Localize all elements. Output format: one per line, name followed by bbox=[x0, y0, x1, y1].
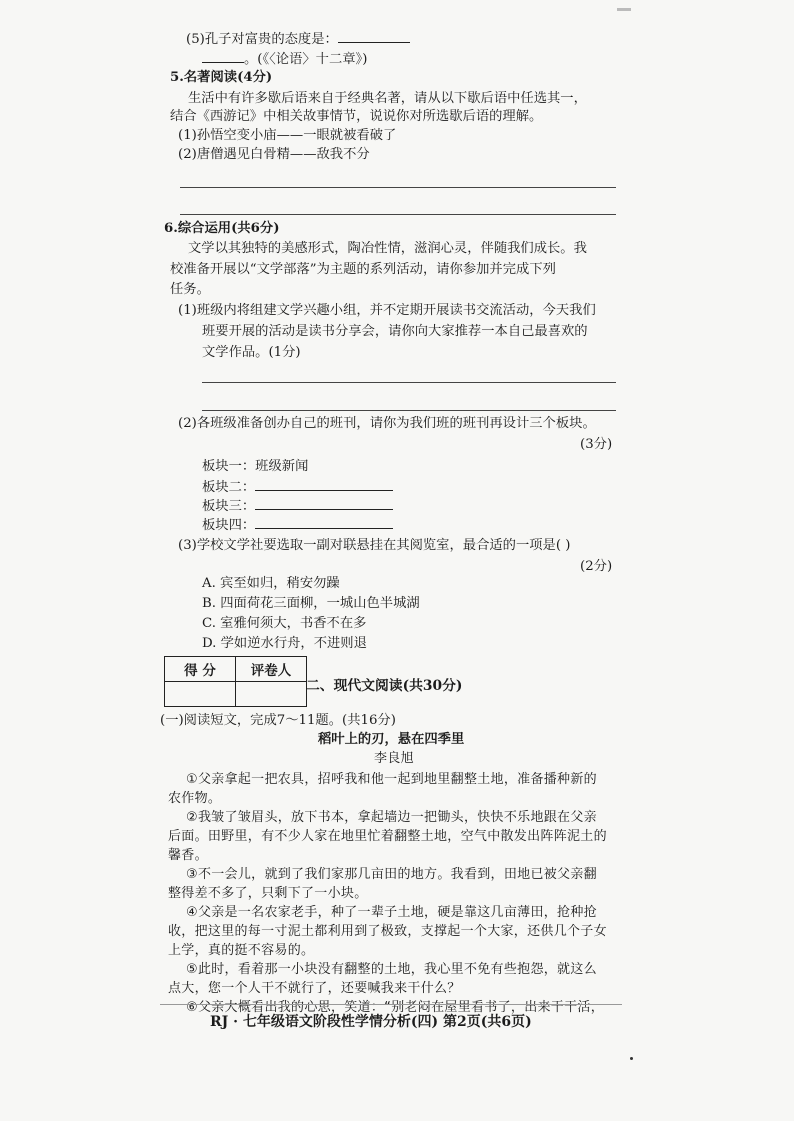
q5-kongzi-line: (5)孔子对富贵的态度是： bbox=[186, 30, 410, 49]
board-4-row: 板块四： bbox=[202, 516, 393, 535]
q6-heading: 6.综合运用(共6分) bbox=[164, 221, 280, 236]
para-2-line-1: ②我皱了皱眉头，放下书本，拿起墙边一把锄头，快快不乐地跟在父亲 bbox=[186, 810, 597, 825]
scan-dot bbox=[630, 1057, 633, 1060]
board-2-row: 板块二： bbox=[202, 478, 393, 497]
exam-page bbox=[150, 0, 630, 1121]
para-4-line-1: ④父亲是一名农家老手，种了一辈子土地，硬是靠这几亩薄田，抢种抢 bbox=[186, 905, 597, 920]
para-4-line-3: 上学，真的挺不容易的。 bbox=[168, 943, 315, 958]
para-4-line-2: 收，把这里的每一寸泥土都利用到了极致，支撑起一个大家，还供几个子女 bbox=[168, 924, 607, 939]
choice-d[interactable]: D. 学如逆水行舟，不进则退 bbox=[202, 636, 367, 651]
answer-blank[interactable] bbox=[255, 478, 393, 491]
score-box bbox=[164, 656, 307, 707]
para-2-line-3: 馨香。 bbox=[168, 848, 208, 863]
section2-heading: 二、现代文阅读(共30分) bbox=[306, 678, 463, 694]
answer-line[interactable] bbox=[202, 382, 616, 383]
answer-line[interactable] bbox=[180, 214, 616, 215]
q6-sub2-1: (2)各班级准备创办自己的班刊，请你为我们班的班刊再设计三个板块。 bbox=[178, 416, 596, 431]
article-author: 李良旭 bbox=[374, 751, 414, 766]
para-3-line-1: ③不一会儿，就到了我们家那几亩田的地方。我看到，田地已被父亲翻 bbox=[186, 867, 597, 882]
q6-sub1-1: (1)班级内将组建文学兴趣小组，并不定期开展读书交流活动，今天我们 bbox=[178, 303, 596, 318]
q6-sub1-3: 文学作品。(1分) bbox=[202, 345, 301, 360]
para-1-line-2: 农作物。 bbox=[168, 791, 222, 806]
para-3-line-2: 整得差不多了，只剩下了一小块。 bbox=[168, 886, 368, 901]
q6-intro-3: 任务。 bbox=[170, 282, 210, 297]
para-6-line-1: ⑥父亲大概看出我的心思，笑道：“别老闷在屋里看书了，出来干干活， bbox=[186, 1000, 604, 1015]
answer-blank[interactable] bbox=[255, 516, 393, 529]
board-3-row: 板块三： bbox=[202, 497, 393, 516]
q5-heading: 5.名著阅读(4分) bbox=[170, 70, 273, 85]
article-title: 稻叶上的刃，悬在四季里 bbox=[318, 732, 465, 747]
page-footer: RJ · 七年级语文阶段性学情分析(四) 第2页(共6页) bbox=[210, 1014, 532, 1030]
answer-blank[interactable] bbox=[255, 497, 393, 510]
score-header: 得 分 bbox=[165, 657, 236, 682]
para-1-line-1: ①父亲拿起一把农具，招呼我和他一起到地里翻整土地，准备播种新的 bbox=[186, 772, 597, 787]
q5-intro-1: 生活中有许多歇后语来自于经典名著，请从以下歇后语中任选其一， bbox=[188, 91, 587, 106]
choice-b[interactable]: B. 四面荷花三面柳，一城山色半城湖 bbox=[202, 596, 420, 611]
q6-sub1-2: 班要开展的活动是读书分享会，请你向大家推荐一本自己最喜欢的 bbox=[202, 324, 588, 339]
score-cell[interactable] bbox=[165, 682, 236, 707]
answer-line[interactable] bbox=[202, 410, 616, 411]
choice-c[interactable]: C. 室雅何须大，书香不在多 bbox=[202, 616, 367, 631]
answer-line[interactable] bbox=[180, 187, 616, 188]
answer-blank[interactable] bbox=[338, 30, 410, 43]
q6-intro-2: 校准备开展以“文学部落”为主题的系列活动，请你参加并完成下列 bbox=[170, 262, 556, 277]
answer-blank[interactable] bbox=[202, 50, 244, 63]
q5-kongzi-line2: 。(《〈论语〉十二章》) bbox=[202, 50, 367, 69]
para-5-line-1: ⑤此时，看着那一小块没有翻整的土地，我心里不免有些抱怨，就这么 bbox=[186, 962, 597, 977]
section2-subheading: (一)阅读短文，完成7～11题。(共16分) bbox=[160, 713, 396, 728]
board-1: 板块一：班级新闻 bbox=[202, 459, 309, 474]
q5-option-2: (2)唐僧遇见白骨精——敌我不分 bbox=[178, 147, 370, 162]
grader-header: 评卷人 bbox=[236, 657, 307, 682]
q6-intro-1: 文学以其独特的美感形式，陶冶性情，滋润心灵，伴随我们成长。我 bbox=[188, 241, 587, 256]
q6-sub2-score: (3分) bbox=[580, 437, 613, 452]
para-5-line-2: 点大，您一个人干不就行了，还要喊我来干什么？ bbox=[168, 981, 461, 996]
q6-sub3-score: (2分) bbox=[580, 559, 613, 574]
grader-cell[interactable] bbox=[236, 682, 307, 707]
para-2-line-2: 后面。田野里，有不少人家在地里忙着翻整土地，空气中散发出阵阵泥土的 bbox=[168, 829, 607, 844]
page-divider bbox=[160, 1004, 622, 1005]
q5-intro-2: 结合《西游记》中相关故事情节，说说你对所选歇后语的理解。 bbox=[170, 109, 543, 124]
q5-option-1: (1)孙悟空变小庙——一眼就被看破了 bbox=[178, 128, 397, 143]
scan-mark bbox=[617, 8, 631, 11]
choice-a[interactable]: A. 宾至如归，稍安勿躁 bbox=[202, 576, 340, 591]
q6-sub3-1: (3)学校文学社要选取一副对联悬挂在其阅览室，最合适的一项是( ) bbox=[178, 538, 571, 553]
